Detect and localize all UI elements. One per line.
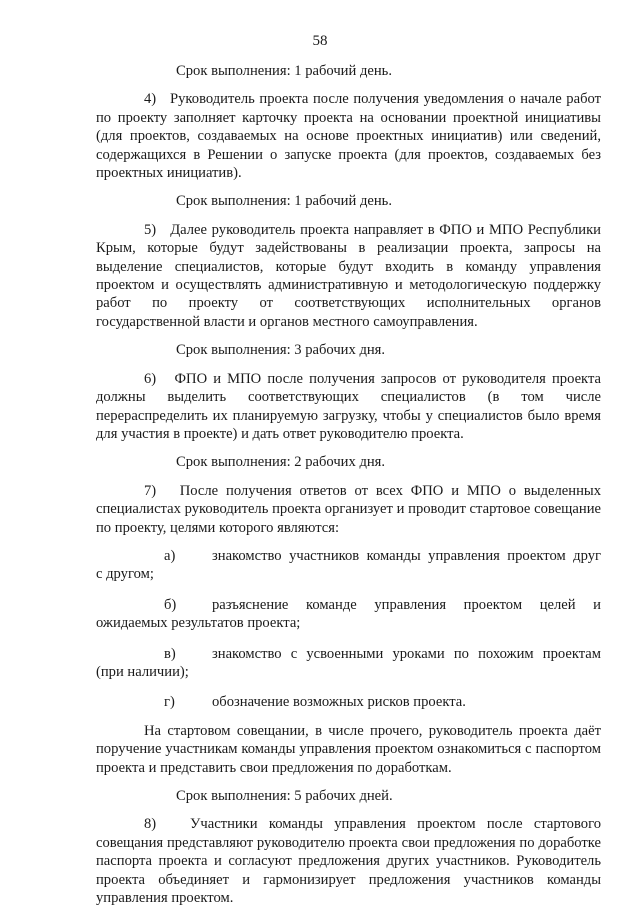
numbered-paragraph: 5) Далее руководитель проекта направляет в ФПО и МПО Республики Крым, которые будут задействованы в реализации проекта, запросы на выделение специалистов, которые будут входить в команду управления проектом и осуществлять административную и методологическую поддержку работ по проекту от соответствующих исполнительных органов государственной власти и органов местного самоуправления.: [96, 221, 601, 330]
spacer: [96, 182, 601, 192]
sub-item: [96, 693, 601, 711]
sub-item-first-line: [96, 596, 601, 614]
sub-item-letter: б): [164, 596, 177, 613]
sub-item: [96, 596, 601, 633]
sub-item-letter: а): [164, 547, 176, 564]
spacer: [96, 633, 601, 645]
sub-item-continuation: (при наличии);: [96, 663, 189, 680]
spacer: [96, 681, 601, 693]
sub-item-text: разъяснение команде управления проектом целей и: [212, 596, 601, 613]
spacer: [96, 80, 601, 90]
spacer: [96, 211, 601, 221]
numbered-paragraph: 7) После получения ответов от всех ФПО и МПО о выделенных специалистах руководитель проекта организует и проводит стартовое совещание по проекту, целями которого являются:: [96, 482, 601, 536]
spacer: [96, 805, 601, 815]
deadline-line: Срок выполнения: 1 рабочий день.: [176, 193, 392, 210]
spacer: [96, 360, 601, 370]
spacer: [96, 472, 601, 482]
sub-item-first-line: [96, 547, 601, 565]
sub-item: [96, 645, 601, 682]
sub-item-first-line: [96, 645, 601, 663]
spacer: [96, 331, 601, 341]
deadline-line: Срок выполнения: 2 рабочих дня.: [176, 454, 386, 471]
numbered-paragraph: 8) Участники команды управления проектом после стартового совещания представляют руководителю проекта свои предложения по доработке паспорта проекта и согласуют предложения других участников. Руководитель проекта объединяет и гармонизирует предложения участников команды управления проектом.: [96, 816, 601, 907]
numbered-paragraph: 4) Руководитель проекта после получения уведомления о начале работ по проекту заполняет карточку проекта на основании проектной инициативы (для проектов, создаваемых на основе проектных инициатив) или сведений, содержащихся в Решении о запуске проекта (для проектов, создаваемых без проектных инициатив).: [96, 91, 601, 182]
deadline-line: Срок выполнения: 1 рабочий день.: [176, 63, 392, 79]
deadline-line: Срок выполнения: 5 рабочих дней.: [176, 788, 393, 804]
sub-item-letter: в): [164, 645, 176, 662]
spacer: [96, 777, 601, 787]
numbered-paragraph: 6) ФПО и МПО после получения запросов от руководителя проекта должны выделить соответствующих специалистов (в том числе перераспределить их планируемую загрузку, чтобы у специалистов было время для участия в проекте) и дать ответ руководителю проекта.: [96, 370, 601, 442]
sub-item: [96, 547, 601, 584]
spacer: [96, 443, 601, 453]
spacer: [96, 712, 601, 722]
numbered-paragraph: На стартовом совещании, в числе прочего, руководитель проекта даёт поручение участникам команды управления проектом ознакомиться с паспортом проекта и представить свои предложения по доработкам.: [96, 722, 601, 776]
page-number: 58: [312, 33, 328, 49]
document-body: [96, 62, 601, 907]
sub-item-text: обозначение возможных рисков проекта.: [212, 694, 466, 711]
sub-item-text: знакомство с усвоенными уроками по похожим проектам: [212, 645, 601, 662]
sub-item-continuation: с другом;: [96, 566, 154, 583]
deadline-line: Срок выполнения: 3 рабочих дня.: [176, 342, 386, 359]
spacer: [96, 537, 601, 547]
sub-item-text: знакомство участников команды управления проектом друг: [212, 547, 601, 564]
spacer: [96, 584, 601, 596]
sub-item-continuation: ожидаемых результатов проекта;: [96, 615, 301, 632]
sub-item-line: [96, 693, 601, 711]
sub-item-letter: г): [164, 694, 175, 711]
